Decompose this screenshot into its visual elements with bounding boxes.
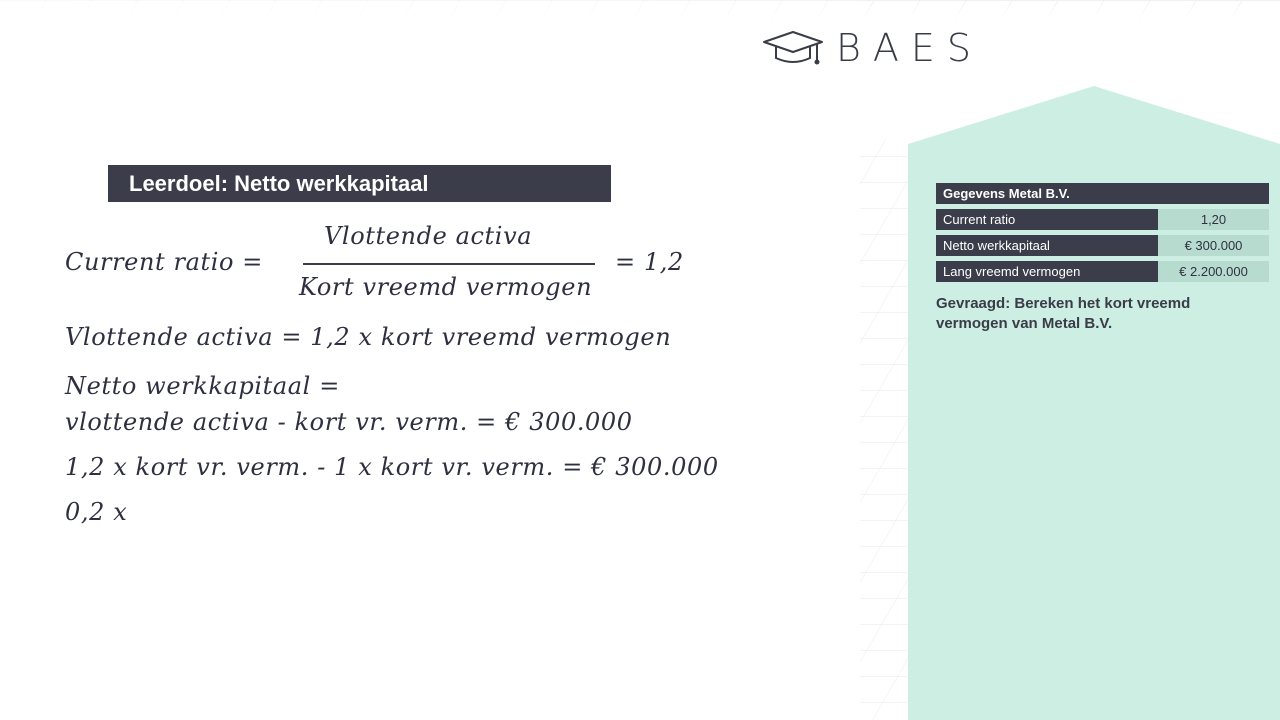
table-row bbox=[936, 209, 1269, 230]
question-text: Gevraagd: Bereken het kort vreemd vermogen van Metal B.V. bbox=[936, 295, 1191, 332]
info-side-panel bbox=[908, 86, 1280, 720]
row-label: Lang vreemd vermogen bbox=[936, 261, 1158, 282]
hw-line-netto-werkkapitaal: Netto werkkapitaal = bbox=[65, 372, 340, 400]
given-data-table bbox=[936, 183, 1269, 282]
table-row bbox=[936, 235, 1269, 256]
hw-line-vlottende-activa: Vlottende activa = 1,2 x kort vreemd vermogen bbox=[65, 323, 672, 351]
hw-denominator: Kort vreemd vermogen bbox=[299, 273, 593, 301]
logo-wordmark: BAES bbox=[836, 26, 984, 70]
hw-numerator: Vlottende activa bbox=[324, 222, 533, 250]
hw-line-partial: 0,2 x bbox=[65, 498, 128, 526]
row-value: 1,20 bbox=[1158, 209, 1269, 230]
hw-current-ratio-label: Current ratio = bbox=[65, 248, 263, 276]
table-title: Gegevens Metal B.V. bbox=[936, 183, 1269, 204]
learning-goal-title: Leerdoel: Netto werkkapitaal bbox=[108, 165, 611, 202]
hw-line-substitution: 1,2 x kort vr. verm. - 1 x kort vr. verm. = € 300.000 bbox=[65, 453, 719, 481]
graduation-cap-icon bbox=[762, 28, 824, 68]
baes-logo bbox=[762, 28, 983, 68]
row-label: Current ratio bbox=[936, 209, 1158, 230]
row-value: € 300.000 bbox=[1158, 235, 1269, 256]
row-label: Netto werkkapitaal bbox=[936, 235, 1158, 256]
row-value: € 2.200.000 bbox=[1158, 261, 1269, 282]
hw-line-difference: vlottende activa - kort vr. verm. = € 300.000 bbox=[65, 408, 633, 436]
hw-ratio-value: = 1,2 bbox=[615, 248, 684, 276]
table-row bbox=[936, 261, 1269, 282]
fraction-bar bbox=[303, 263, 595, 265]
